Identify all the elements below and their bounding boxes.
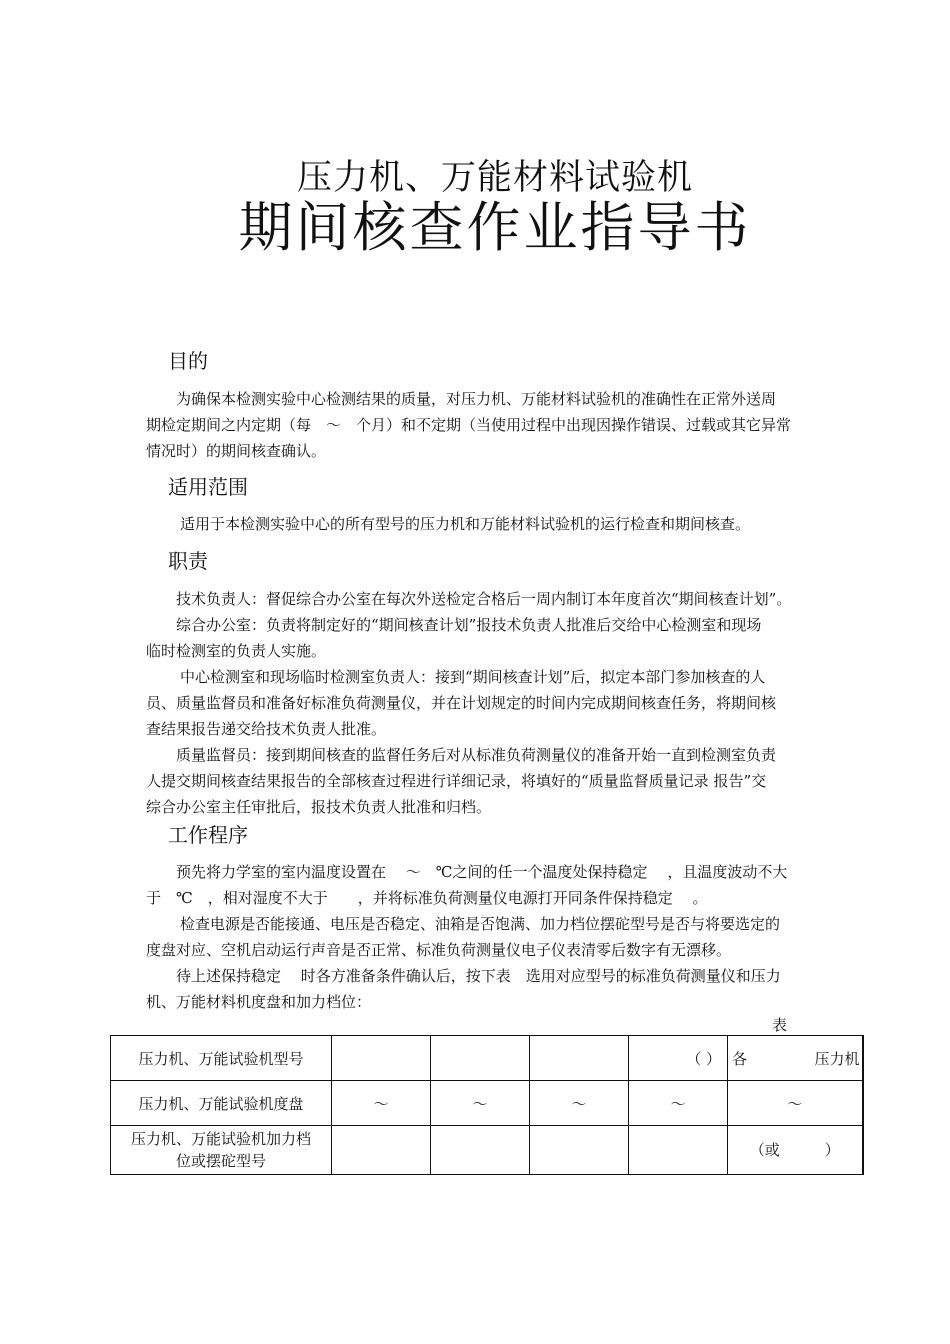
table-cell: ～ [431,1081,530,1126]
paragraph-line: 技术负责人：督促综合办公室在每次外送检定合格后一周内制订本年度首次“期间核查计划”。 [176,590,792,608]
paragraph-line: 中心检测室和现场临时检测室负责人：接到“期间核查计划”后，拟定本部门参加核查的人 [180,668,766,686]
paragraph-line: 于 ℃ ，相对湿度不大于 ，并将标准负荷测量仪电源打开同条件保持稳定 。 [146,889,708,907]
table-row [111,1036,863,1081]
paragraph-line: 待上述保持稳定 时各方准备条件确认后，按下表 选用对应型号的标准负荷测量仪和压力 [176,967,781,985]
spec-table [110,1035,864,1175]
section-heading-procedure: 工作程序 [168,823,248,847]
paragraph-line: 查结果报告递交给技术负责人批准。 [146,720,387,738]
paragraph-line: 期检定期间之内定期（每 ～ 个月）和不定期（当使用过程中出现因操作错误、过载或其它异常 [146,416,792,434]
table-caption: 表 [772,1016,788,1034]
paragraph-line: 情况时）的期间核查确认。 [146,442,327,460]
paragraph-line: 检查电源是否能接通、电压是否稳定、油箱是否饱满、加力档位摆砣型号是否与将要选定的 [180,915,781,933]
paragraph-line: 综合办公室：负责将制定好的“期间核查计划”报技术负责人批准后交给中心检测室和现场 [176,616,762,634]
row-label-model: 压力机、万能试验机型号 [111,1036,332,1081]
table-cell: ～ [530,1081,629,1126]
table-cell: （或 ） [728,1126,863,1175]
table-cell [530,1036,629,1081]
paragraph-line: 度盘对应、空机启动运行声音是否正常、标准负荷测量仪电子仪表清零后数字有无漂移。 [146,941,732,959]
scope-paragraph [146,511,852,537]
table-cell [332,1126,431,1175]
table-cell: ～ [332,1081,431,1126]
paragraph-line: 为确保本检测实验中心检测结果的质量，对压力机、万能材料试验机的准确性在正常外送周 [176,390,777,408]
row-label-dial: 压力机、万能试验机度盘 [111,1081,332,1126]
paragraph-line: 临时检测室的负责人实施。 [146,642,327,660]
table-cell [728,1036,863,1081]
section-heading-duties: 职责 [168,549,208,573]
table-cell [629,1126,728,1175]
section-heading-scope: 适用范围 [168,475,248,499]
table-cell [530,1126,629,1175]
table-cell: （ ） [629,1036,728,1081]
paragraph-line: 综合办公室主任审批后，报技术负责人批准和归档。 [146,798,492,816]
paragraph-line: 适用于本检测实验中心的所有型号的压力机和万能材料试验机的运行检查和期间核查。 [180,515,751,533]
table-row [111,1126,863,1175]
document-title: 期间核查作业指导书 [238,196,752,259]
cell-text-each: 各 [732,1049,748,1068]
table-cell [431,1036,530,1081]
duties-paragraphs [146,586,852,820]
paragraph-line: 质量监督员：接到期间核查的监督任务后对从标准负荷测量仪的准备开始一直到检测室负责 [176,746,777,764]
table-cell: ～ [728,1081,863,1126]
paragraph-line: 机、万能材料机度盘和加力档位： [146,993,372,1011]
purpose-paragraph [146,386,852,464]
table-cell: ～ [629,1081,728,1126]
paragraph-line: 员、质量监督员和准备好标准负荷测量仪，并在计划规定的时间内完成期间核查任务，将期间核 [146,694,777,712]
document-subtitle: 压力机、万能材料试验机 [296,158,693,198]
row-label-line: 压力机、万能试验机加力档 [130,1130,311,1148]
cell-text-press: 压力机 [814,1049,860,1068]
section-heading-purpose: 目的 [168,349,208,373]
table-row [111,1081,863,1126]
row-label-line: 位或摆砣型号 [175,1152,266,1170]
paragraph-line: 人提交期间核查结果报告的全部核查过程进行详细记录，将填好的“质量监督质量记录 报告”交 [146,772,767,790]
procedure-paragraphs [146,859,852,1015]
table-cell [431,1126,530,1175]
paragraph-line: 预先将力学室的室内温度设置在 ～ ℃之间的任一个温度处保持稳定 ，且温度波动不大 [176,863,788,881]
table-cell [332,1036,431,1081]
row-label-load-gear [111,1126,332,1175]
